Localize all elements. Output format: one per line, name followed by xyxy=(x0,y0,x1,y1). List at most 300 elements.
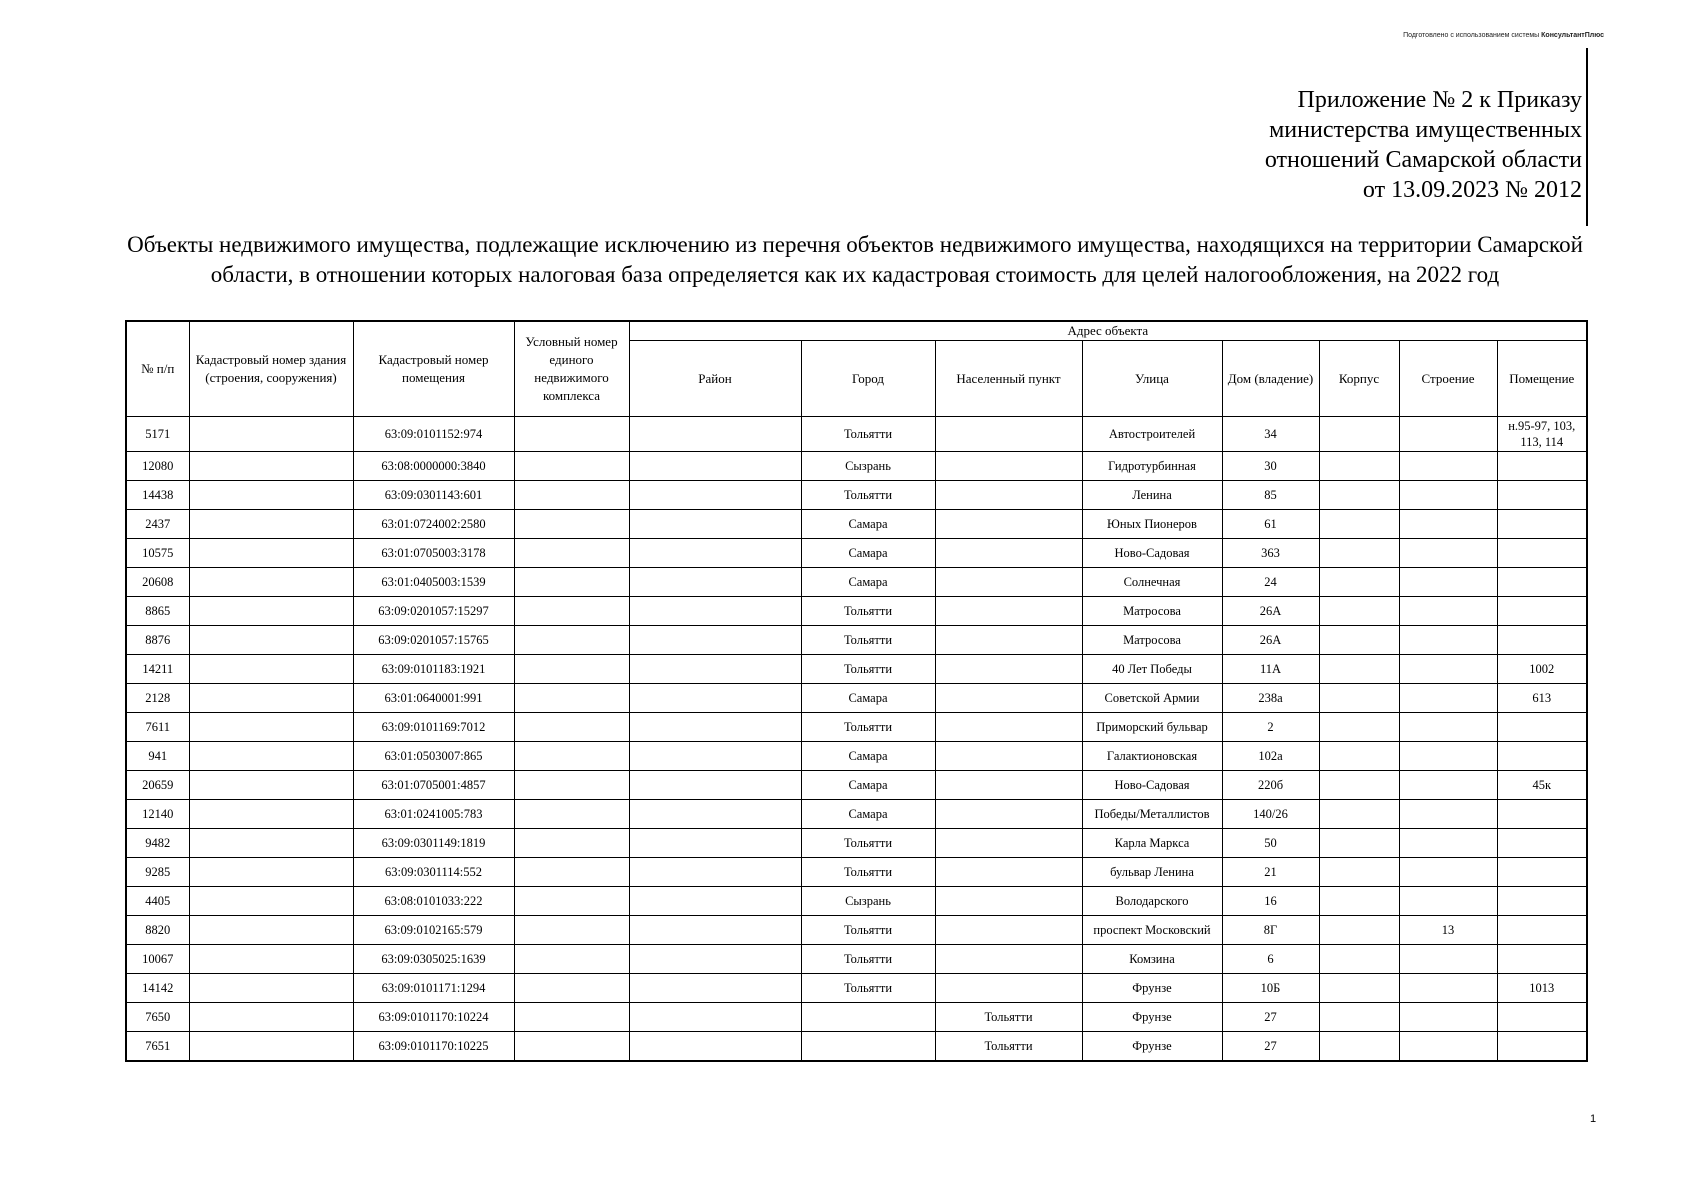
appendix-block xyxy=(1265,85,1582,205)
cell-korpus xyxy=(1319,655,1399,684)
cell-num: 9482 xyxy=(126,829,189,858)
cell-num: 941 xyxy=(126,742,189,771)
cell-house: 220б xyxy=(1222,771,1319,800)
cell-street: Солнечная xyxy=(1082,568,1222,597)
cell-room: 63:09:0101171:1294 xyxy=(353,974,514,1003)
cell-settlement xyxy=(935,510,1082,539)
cell-settlement xyxy=(935,887,1082,916)
cell-korpus xyxy=(1319,510,1399,539)
header-district: Район xyxy=(629,341,801,417)
cell-premise xyxy=(1497,510,1587,539)
cell-num: 12140 xyxy=(126,800,189,829)
cell-house: 85 xyxy=(1222,481,1319,510)
cell-street: Ленина xyxy=(1082,481,1222,510)
cell-settlement xyxy=(935,452,1082,481)
cell-city xyxy=(801,1032,935,1062)
table-row xyxy=(126,974,1587,1003)
cell-city: Самара xyxy=(801,684,935,713)
cell-complex xyxy=(514,417,629,452)
table-row xyxy=(126,1032,1587,1062)
cell-complex xyxy=(514,829,629,858)
cell-num: 8876 xyxy=(126,626,189,655)
cell-district xyxy=(629,713,801,742)
header-address: Адрес объекта xyxy=(629,321,1587,341)
cell-building xyxy=(189,568,353,597)
cell-structure xyxy=(1399,1032,1497,1062)
cell-settlement xyxy=(935,742,1082,771)
cell-room: 63:09:0101183:1921 xyxy=(353,655,514,684)
cell-building xyxy=(189,916,353,945)
cell-complex xyxy=(514,481,629,510)
cell-house: 61 xyxy=(1222,510,1319,539)
header-house: Дом (владение) xyxy=(1222,341,1319,417)
cell-building xyxy=(189,539,353,568)
cell-house: 140/26 xyxy=(1222,800,1319,829)
page-number: 1 xyxy=(1590,1113,1597,1125)
cell-street: Приморский бульвар xyxy=(1082,713,1222,742)
cell-num: 10067 xyxy=(126,945,189,974)
cell-house: 10Б xyxy=(1222,974,1319,1003)
cell-complex xyxy=(514,452,629,481)
cell-building xyxy=(189,510,353,539)
cell-room: 63:01:0705003:3178 xyxy=(353,539,514,568)
cell-city: Тольятти xyxy=(801,829,935,858)
cell-house: 8Г xyxy=(1222,916,1319,945)
cell-building xyxy=(189,945,353,974)
cell-complex xyxy=(514,568,629,597)
cell-premise xyxy=(1497,742,1587,771)
cell-num: 12080 xyxy=(126,452,189,481)
cell-district xyxy=(629,742,801,771)
right-margin-rule xyxy=(1586,48,1588,226)
cell-num: 14438 xyxy=(126,481,189,510)
cell-premise xyxy=(1497,713,1587,742)
cell-district xyxy=(629,626,801,655)
cell-building xyxy=(189,829,353,858)
cell-street: Гидротурбинная xyxy=(1082,452,1222,481)
cell-complex xyxy=(514,713,629,742)
cell-building xyxy=(189,655,353,684)
cell-complex xyxy=(514,742,629,771)
cell-city: Тольятти xyxy=(801,417,935,452)
table-row xyxy=(126,626,1587,655)
cell-num: 4405 xyxy=(126,887,189,916)
cell-house: 2 xyxy=(1222,713,1319,742)
cell-city: Сызрань xyxy=(801,452,935,481)
table-row xyxy=(126,713,1587,742)
cell-structure xyxy=(1399,858,1497,887)
cell-complex xyxy=(514,684,629,713)
cell-house: 26А xyxy=(1222,597,1319,626)
cell-room: 63:09:0201057:15297 xyxy=(353,597,514,626)
cell-city: Тольятти xyxy=(801,481,935,510)
cell-settlement xyxy=(935,417,1082,452)
cell-premise xyxy=(1497,626,1587,655)
cell-korpus xyxy=(1319,829,1399,858)
cell-structure xyxy=(1399,742,1497,771)
cell-room: 63:09:0101170:10224 xyxy=(353,1003,514,1032)
cell-building xyxy=(189,742,353,771)
cell-korpus xyxy=(1319,974,1399,1003)
cell-district xyxy=(629,597,801,626)
cell-premise xyxy=(1497,481,1587,510)
cell-city: Самара xyxy=(801,510,935,539)
cell-korpus xyxy=(1319,742,1399,771)
cell-room: 63:09:0305025:1639 xyxy=(353,945,514,974)
cell-korpus xyxy=(1319,858,1399,887)
cell-premise xyxy=(1497,597,1587,626)
cell-room: 63:09:0101169:7012 xyxy=(353,713,514,742)
cell-building xyxy=(189,626,353,655)
cell-premise xyxy=(1497,858,1587,887)
prepared-note-prefix: Подготовлено с использованием системы xyxy=(1403,32,1540,39)
cell-complex xyxy=(514,1003,629,1032)
cell-building xyxy=(189,974,353,1003)
cell-district xyxy=(629,800,801,829)
cell-complex xyxy=(514,539,629,568)
cell-district xyxy=(629,510,801,539)
cell-korpus xyxy=(1319,771,1399,800)
cell-settlement xyxy=(935,800,1082,829)
table-row xyxy=(126,481,1587,510)
cell-room: 63:01:0705001:4857 xyxy=(353,771,514,800)
cell-structure xyxy=(1399,887,1497,916)
header-street: Улица xyxy=(1082,341,1222,417)
table-row xyxy=(126,945,1587,974)
cell-district xyxy=(629,1003,801,1032)
cell-structure xyxy=(1399,684,1497,713)
cell-settlement xyxy=(935,858,1082,887)
cell-complex xyxy=(514,945,629,974)
cell-korpus xyxy=(1319,887,1399,916)
header-room-cadastral: Кадастровый номер помещения xyxy=(353,321,514,417)
cell-korpus xyxy=(1319,568,1399,597)
cell-num: 8865 xyxy=(126,597,189,626)
cell-city: Самара xyxy=(801,568,935,597)
cell-street: Фрунзе xyxy=(1082,1003,1222,1032)
cell-korpus xyxy=(1319,452,1399,481)
cell-city: Тольятти xyxy=(801,974,935,1003)
cell-premise xyxy=(1497,1003,1587,1032)
cell-city: Самара xyxy=(801,771,935,800)
cell-district xyxy=(629,539,801,568)
cell-structure xyxy=(1399,597,1497,626)
cell-district xyxy=(629,655,801,684)
cell-structure xyxy=(1399,713,1497,742)
table-row xyxy=(126,655,1587,684)
cell-room: 63:01:0640001:991 xyxy=(353,684,514,713)
cell-settlement xyxy=(935,597,1082,626)
cell-structure xyxy=(1399,974,1497,1003)
cell-korpus xyxy=(1319,916,1399,945)
cell-city: Самара xyxy=(801,800,935,829)
cell-settlement: Тольятти xyxy=(935,1032,1082,1062)
cell-num: 14211 xyxy=(126,655,189,684)
cell-room: 63:09:0301114:552 xyxy=(353,858,514,887)
cell-street: Ново-Садовая xyxy=(1082,771,1222,800)
cell-room: 63:09:0101152:974 xyxy=(353,417,514,452)
cell-room: 63:09:0201057:15765 xyxy=(353,626,514,655)
cell-building xyxy=(189,713,353,742)
cell-structure: 13 xyxy=(1399,916,1497,945)
prepared-note-brand: КонсультантПлюс xyxy=(1541,32,1604,39)
table-row xyxy=(126,510,1587,539)
cell-room: 63:01:0405003:1539 xyxy=(353,568,514,597)
cell-house: 24 xyxy=(1222,568,1319,597)
cell-house: 6 xyxy=(1222,945,1319,974)
cell-premise xyxy=(1497,829,1587,858)
cell-district xyxy=(629,974,801,1003)
cell-korpus xyxy=(1319,800,1399,829)
cell-street: Фрунзе xyxy=(1082,974,1222,1003)
cell-street: Ново-Садовая xyxy=(1082,539,1222,568)
cell-korpus xyxy=(1319,1032,1399,1062)
cell-premise xyxy=(1497,887,1587,916)
appendix-line: Приложение № 2 к Приказу xyxy=(1297,87,1582,113)
cell-complex xyxy=(514,858,629,887)
cell-room: 63:08:0101033:222 xyxy=(353,887,514,916)
cell-structure xyxy=(1399,417,1497,452)
cell-structure xyxy=(1399,945,1497,974)
cell-district xyxy=(629,417,801,452)
header-premise: Помещение xyxy=(1497,341,1587,417)
cell-structure xyxy=(1399,510,1497,539)
table-row xyxy=(126,684,1587,713)
table-row xyxy=(126,417,1587,452)
cell-district xyxy=(629,858,801,887)
cell-district xyxy=(629,568,801,597)
cell-complex xyxy=(514,887,629,916)
cell-building xyxy=(189,597,353,626)
cell-street: Матросова xyxy=(1082,626,1222,655)
cell-complex xyxy=(514,800,629,829)
cell-city: Тольятти xyxy=(801,626,935,655)
cell-district xyxy=(629,481,801,510)
cell-complex xyxy=(514,626,629,655)
cell-room: 63:09:0101170:10225 xyxy=(353,1032,514,1062)
cell-num: 7650 xyxy=(126,1003,189,1032)
table-row xyxy=(126,887,1587,916)
cell-city: Тольятти xyxy=(801,858,935,887)
appendix-line: отношений Самарской области xyxy=(1264,147,1582,173)
table-row xyxy=(126,597,1587,626)
cell-num: 2437 xyxy=(126,510,189,539)
cell-building xyxy=(189,684,353,713)
cell-house: 238а xyxy=(1222,684,1319,713)
cell-room: 63:01:0241005:783 xyxy=(353,800,514,829)
cell-premise: 45к xyxy=(1497,771,1587,800)
cell-street: Победы/Металлистов xyxy=(1082,800,1222,829)
cell-house: 21 xyxy=(1222,858,1319,887)
cell-settlement xyxy=(935,974,1082,1003)
cell-complex xyxy=(514,1032,629,1062)
cell-street: 40 Лет Победы xyxy=(1082,655,1222,684)
cell-city: Самара xyxy=(801,742,935,771)
cell-street: Карла Маркса xyxy=(1082,829,1222,858)
cell-complex xyxy=(514,597,629,626)
cell-city xyxy=(801,1003,935,1032)
cell-korpus xyxy=(1319,597,1399,626)
cell-building xyxy=(189,858,353,887)
cell-street: Матросова xyxy=(1082,597,1222,626)
cell-room: 63:09:0301143:601 xyxy=(353,481,514,510)
cell-complex xyxy=(514,916,629,945)
cell-room: 63:09:0102165:579 xyxy=(353,916,514,945)
cell-structure xyxy=(1399,539,1497,568)
table-row xyxy=(126,452,1587,481)
cell-korpus xyxy=(1319,945,1399,974)
header-city: Город xyxy=(801,341,935,417)
cell-premise: 1002 xyxy=(1497,655,1587,684)
cell-num: 5171 xyxy=(126,417,189,452)
table-row xyxy=(126,829,1587,858)
cell-premise xyxy=(1497,452,1587,481)
cell-room: 63:01:0724002:2580 xyxy=(353,510,514,539)
cell-district xyxy=(629,829,801,858)
header-complex-number: Условный номер единого недвижимого комплекса xyxy=(514,321,629,417)
cell-premise xyxy=(1497,539,1587,568)
cell-settlement xyxy=(935,568,1082,597)
cell-building xyxy=(189,1003,353,1032)
header-building-cadastral: Кадастровый номер здания (строения, сооружения) xyxy=(189,321,353,417)
table-row xyxy=(126,568,1587,597)
cell-korpus xyxy=(1319,539,1399,568)
cell-structure xyxy=(1399,626,1497,655)
cell-complex xyxy=(514,974,629,1003)
cell-structure xyxy=(1399,1003,1497,1032)
cell-building xyxy=(189,1032,353,1062)
cell-settlement xyxy=(935,713,1082,742)
cell-building xyxy=(189,771,353,800)
table-row xyxy=(126,1003,1587,1032)
cell-structure xyxy=(1399,568,1497,597)
cell-settlement xyxy=(935,481,1082,510)
cell-premise xyxy=(1497,800,1587,829)
cell-complex xyxy=(514,771,629,800)
header-korpus: Корпус xyxy=(1319,341,1399,417)
cell-city: Тольятти xyxy=(801,597,935,626)
cell-num: 7611 xyxy=(126,713,189,742)
cell-structure xyxy=(1399,771,1497,800)
cell-house: 27 xyxy=(1222,1032,1319,1062)
cell-num: 8820 xyxy=(126,916,189,945)
cell-street: Юных Пионеров xyxy=(1082,510,1222,539)
cell-num: 20659 xyxy=(126,771,189,800)
cell-house: 26А xyxy=(1222,626,1319,655)
cell-structure xyxy=(1399,452,1497,481)
cell-house: 34 xyxy=(1222,417,1319,452)
table-row xyxy=(126,800,1587,829)
cell-district xyxy=(629,1032,801,1062)
cell-building xyxy=(189,800,353,829)
cell-settlement: Тольятти xyxy=(935,1003,1082,1032)
cell-house: 27 xyxy=(1222,1003,1319,1032)
cell-num: 14142 xyxy=(126,974,189,1003)
cell-settlement xyxy=(935,771,1082,800)
appendix-line: от 13.09.2023 № 2012 xyxy=(1362,177,1582,203)
cell-settlement xyxy=(935,626,1082,655)
cell-premise: н.95-97, 103, 113, 114 xyxy=(1497,417,1587,452)
cell-house: 11А xyxy=(1222,655,1319,684)
table-row xyxy=(126,916,1587,945)
table-row xyxy=(126,742,1587,771)
cell-korpus xyxy=(1319,417,1399,452)
cell-house: 50 xyxy=(1222,829,1319,858)
cell-num: 7651 xyxy=(126,1032,189,1062)
cell-street: Автостроителей xyxy=(1082,417,1222,452)
cell-district xyxy=(629,916,801,945)
cell-city: Тольятти xyxy=(801,713,935,742)
table-row xyxy=(126,858,1587,887)
header-settlement: Населенный пункт xyxy=(935,341,1082,417)
cell-district xyxy=(629,771,801,800)
cell-complex xyxy=(514,655,629,684)
cell-city: Сызрань xyxy=(801,887,935,916)
cell-settlement xyxy=(935,945,1082,974)
prepared-note xyxy=(1403,32,1604,39)
cell-street: Фрунзе xyxy=(1082,1032,1222,1062)
header-structure: Строение xyxy=(1399,341,1497,417)
cell-settlement xyxy=(935,829,1082,858)
cell-house: 30 xyxy=(1222,452,1319,481)
cell-structure xyxy=(1399,800,1497,829)
cell-num: 10575 xyxy=(126,539,189,568)
cell-structure xyxy=(1399,655,1497,684)
cell-city: Самара xyxy=(801,539,935,568)
cell-room: 63:01:0503007:865 xyxy=(353,742,514,771)
cell-building xyxy=(189,417,353,452)
cell-premise xyxy=(1497,1032,1587,1062)
cell-korpus xyxy=(1319,481,1399,510)
cell-district xyxy=(629,684,801,713)
property-table xyxy=(125,320,1588,1062)
cell-street: проспект Московский xyxy=(1082,916,1222,945)
cell-city: Тольятти xyxy=(801,655,935,684)
document-title: Объекты недвижимого имущества, подлежащие исключению из перечня объектов недвижимого имущества, находящихся на территории Самарской области, в отношении которых налоговая база определяется как их кадастровая стоимость для целей налогообложения, на 2022 год xyxy=(127,232,1583,287)
cell-city: Тольятти xyxy=(801,916,935,945)
cell-city: Тольятти xyxy=(801,945,935,974)
cell-settlement xyxy=(935,655,1082,684)
table-row xyxy=(126,771,1587,800)
cell-settlement xyxy=(935,539,1082,568)
cell-premise: 1013 xyxy=(1497,974,1587,1003)
cell-room: 63:08:0000000:3840 xyxy=(353,452,514,481)
cell-complex xyxy=(514,510,629,539)
cell-street: Комзина xyxy=(1082,945,1222,974)
cell-num: 2128 xyxy=(126,684,189,713)
cell-premise xyxy=(1497,945,1587,974)
header-num: № п/п xyxy=(126,321,189,417)
cell-building xyxy=(189,887,353,916)
cell-num: 9285 xyxy=(126,858,189,887)
cell-korpus xyxy=(1319,1003,1399,1032)
table-row xyxy=(126,539,1587,568)
cell-street: бульвар Ленина xyxy=(1082,858,1222,887)
cell-settlement xyxy=(935,916,1082,945)
cell-district xyxy=(629,887,801,916)
cell-house: 102а xyxy=(1222,742,1319,771)
cell-house: 363 xyxy=(1222,539,1319,568)
cell-structure xyxy=(1399,481,1497,510)
cell-street: Володарского xyxy=(1082,887,1222,916)
cell-korpus xyxy=(1319,684,1399,713)
cell-premise xyxy=(1497,916,1587,945)
appendix-line: министерства имущественных xyxy=(1269,117,1582,143)
cell-settlement xyxy=(935,684,1082,713)
cell-num: 20608 xyxy=(126,568,189,597)
cell-structure xyxy=(1399,829,1497,858)
cell-house: 16 xyxy=(1222,887,1319,916)
